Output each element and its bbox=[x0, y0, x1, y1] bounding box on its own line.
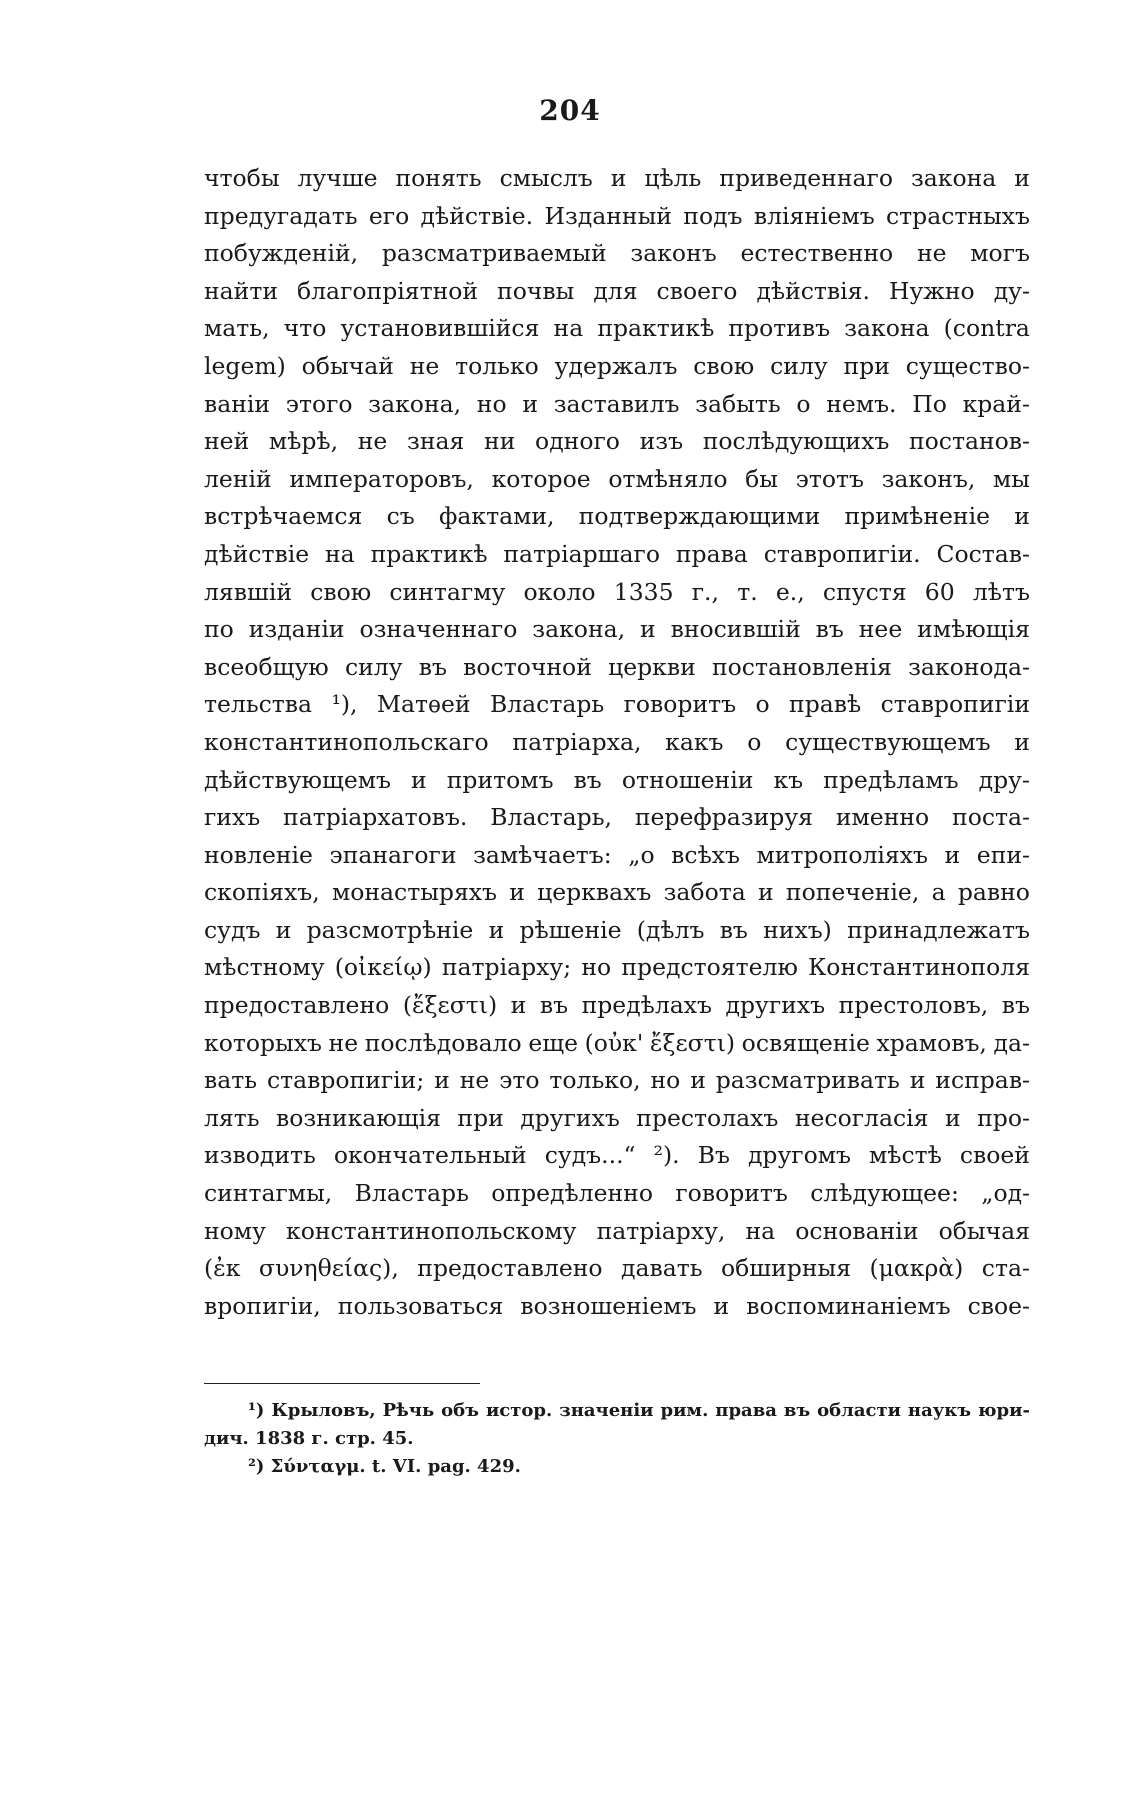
page-number: 204 bbox=[539, 94, 601, 127]
text-line: мѣстному (οἰκείῳ) патріарху; но предстоятелю Константинополя bbox=[204, 953, 1030, 982]
text-line: дѣйствующемъ и притомъ въ отношеніи къ предѣламъ дру- bbox=[204, 765, 1030, 794]
footnote-divider bbox=[204, 1383, 480, 1384]
footnotes bbox=[204, 1397, 1030, 1481]
text-line: найти благопріятной почвы для своего дѣйствія. Нужно ду- bbox=[204, 276, 1030, 305]
text-line: мать, что установившійся на практикѣ противъ закона (contra bbox=[204, 314, 1030, 343]
text-line: изводить окончательный судъ...“ ²). Въ другомъ мѣстѣ своей bbox=[204, 1141, 1030, 1170]
text-line: ному константинопольскому патріарху, на основаніи обычая bbox=[204, 1216, 1030, 1245]
text-line: скопіяхъ, монастыряхъ и церквахъ забота и попеченіе, а равно bbox=[204, 878, 1030, 907]
text-line: дѣйствіе на практикѣ патріаршаго права ставропигіи. Состав- bbox=[204, 539, 1030, 568]
footnote-1-line-2: дич. 1838 г. стр. 45. bbox=[204, 1428, 414, 1449]
text-line: судъ и разсмотрѣніе и рѣшеніе (дѣлъ въ нихъ) принадлежатъ bbox=[204, 915, 1030, 944]
text-line: предоставлено (ἔξεστι) и въ предѣлахъ другихъ престоловъ, въ bbox=[204, 991, 1030, 1020]
text-line: всеобщую силу въ восточной церкви постановленія законода- bbox=[204, 652, 1030, 681]
text-line: чтобы лучше понять смыслъ и цѣль приведеннаго закона и bbox=[204, 164, 1030, 192]
text-line: ваніи этого закона, но и заставилъ забыть о немъ. По край- bbox=[204, 389, 1030, 418]
text-line: встрѣчаемся съ фактами, подтверждающими примѣненіе и bbox=[204, 502, 1030, 531]
text-line: гихъ патріархатовъ. Властарь, перефразируя именно поста- bbox=[204, 803, 1030, 832]
text-line: ней мѣрѣ, не зная ни одного изъ послѣдующихъ постанов- bbox=[204, 427, 1030, 456]
main-text bbox=[204, 160, 1030, 1325]
text-line: побужденій, разсматриваемый законъ естественно не могъ bbox=[204, 239, 1030, 268]
text-line: (ἐκ συνηθείας), предоставлено давать обширныя (μακρὰ) ста- bbox=[204, 1254, 1030, 1283]
text-line: синтагмы, Властарь опредѣленно говоритъ слѣдующее: „од- bbox=[204, 1179, 1030, 1208]
text-line: по изданіи означеннаго закона, и вносившій въ нее имѣющія bbox=[204, 615, 1030, 644]
text-line: константинопольскаго патріарха, какъ о существующемъ и bbox=[204, 727, 1030, 756]
text-line: вать ставропигіи; и не это только, но и разсматривать и исправ- bbox=[204, 1066, 1030, 1095]
text-line: которыхъ не послѣдовало еще (οὐκ' ἔξεστι) освященіе храмовъ, да- bbox=[204, 1028, 1030, 1057]
text-line: лять возникающія при другихъ престолахъ несогласія и про- bbox=[204, 1103, 1030, 1132]
text-line: леній императоровъ, которое отмѣняло бы этотъ законъ, мы bbox=[204, 464, 1030, 493]
text-line: предугадать его дѣйствіе. Изданный подъ вліяніемъ страстныхъ bbox=[204, 201, 1030, 230]
text-line: тельства ¹), Матѳей Властарь говоритъ о правѣ ставропигіи bbox=[204, 690, 1030, 719]
text-line: вропигіи, пользоваться возношеніемъ и воспоминаніемъ свое- bbox=[204, 1291, 1030, 1320]
text-line: лявшій свою синтагму около 1335 г., т. е., спустя 60 лѣтъ bbox=[204, 577, 1030, 606]
footnote-2: ²) Σύνταγμ. t. VI. pag. 429. bbox=[248, 1456, 521, 1477]
footnote-1-line-1: ¹) Крыловъ, Рѣчь объ истор. значеніи рим. права въ области наукъ юри- bbox=[248, 1400, 1030, 1421]
text-line: новленіе эпанагоги замѣчаетъ: „о всѣхъ митрополіяхъ и епи- bbox=[204, 840, 1030, 869]
text-line: legem) обычай не только удержалъ свою силу при существо- bbox=[204, 351, 1030, 380]
